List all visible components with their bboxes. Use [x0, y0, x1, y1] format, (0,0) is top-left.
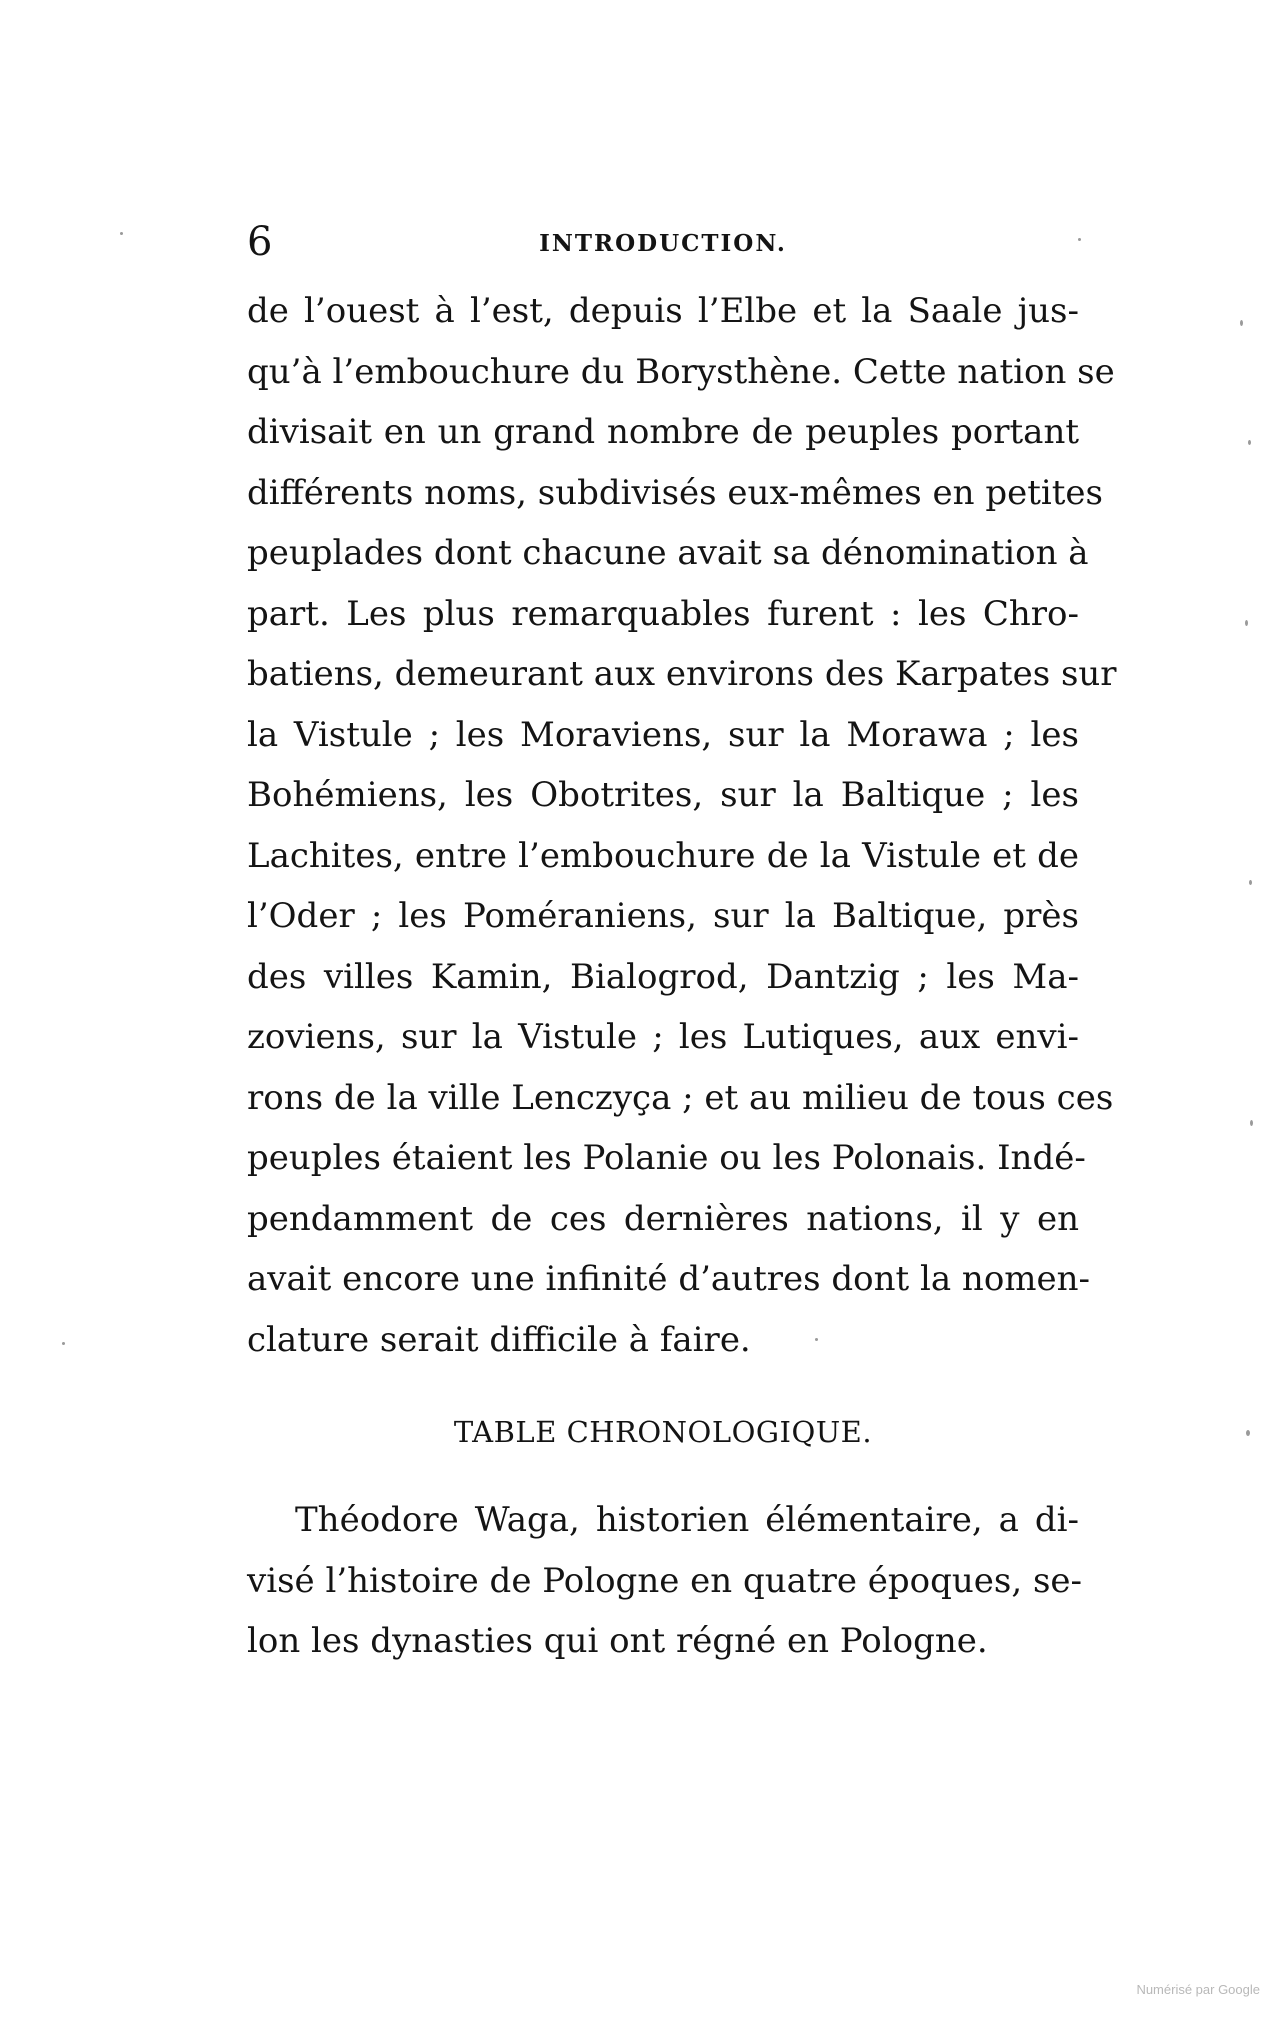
text-line: divisait en un grand nombre de peuples portant [247, 412, 1079, 452]
paragraph-2 [247, 1490, 1083, 1672]
scan-speck [1250, 1120, 1253, 1126]
page-number: 6 [247, 219, 273, 265]
scan-speck [1246, 1430, 1250, 1436]
scan-speck [1078, 238, 1081, 241]
scan-speck [62, 1342, 65, 1345]
text-line: clature serait difficile à faire. [247, 1319, 751, 1360]
text-line: des villes Kamin, Bialogrod, Dantzig ; les Ma- [247, 956, 1079, 997]
text-line: la Vistule ; les Moraviens, sur la Morawa ; les [247, 714, 1079, 755]
text-line: Bohémiens, les Obotrites, sur la Baltique ; les [247, 775, 1079, 815]
text-line: Théodore Waga, historien élémentaire, a di- [295, 1500, 1079, 1540]
text-line: Lachites, entre l’embouchure de la Vistule et de [247, 835, 1079, 876]
text-line: de l’ouest à l’est, depuis l’Elbe et la Saale jus- [247, 291, 1079, 331]
text-line: différents noms, subdivisés eux-mêmes en petites [247, 472, 1103, 513]
section-heading: TABLE CHRONOLOGIQUE. [453, 1415, 873, 1449]
running-head [247, 218, 1079, 266]
scan-speck [120, 232, 123, 235]
text-line: pendamment de ces dernières nations, il y en [247, 1198, 1079, 1239]
text-line: peuplades dont chacune avait sa dénomination à [247, 533, 1089, 573]
scan-speck [1248, 440, 1251, 445]
scan-speck [1249, 880, 1252, 885]
paragraph-1 [247, 281, 1117, 1370]
text-line: batiens, demeurant aux environs des Karpates sur [247, 654, 1117, 694]
scan-speck [1240, 320, 1243, 326]
text-line: lon les dynasties qui ont régné en Pologne. [247, 1621, 988, 1661]
text-line: rons de la ville Lenczyça ; et au milieu de tous ces [247, 1077, 1114, 1118]
text-line: part. Les plus remarquables furent : les Chro- [247, 593, 1079, 634]
text-line: qu’à l’embouchure du Borysthène. Cette nation se [247, 351, 1115, 392]
text-line: zoviens, sur la Vistule ; les Lutiques, aux envi- [247, 1017, 1079, 1057]
digitization-credit: Numérisé par Google [1136, 1982, 1260, 1997]
text-line: avait encore une infinité d’autres dont la nomen- [247, 1259, 1091, 1299]
scan-speck [1245, 620, 1248, 626]
scan-speck [815, 1338, 818, 1341]
text-line: l’Oder ; les Poméraniens, sur la Baltique, près [247, 896, 1079, 936]
text-line: visé l’histoire de Pologne en quatre époques, se- [247, 1560, 1083, 1601]
text-line: peuples étaient les Polanie ou les Polonais. Indé- [247, 1138, 1086, 1178]
running-title: INTRODUCTION. [539, 230, 787, 257]
